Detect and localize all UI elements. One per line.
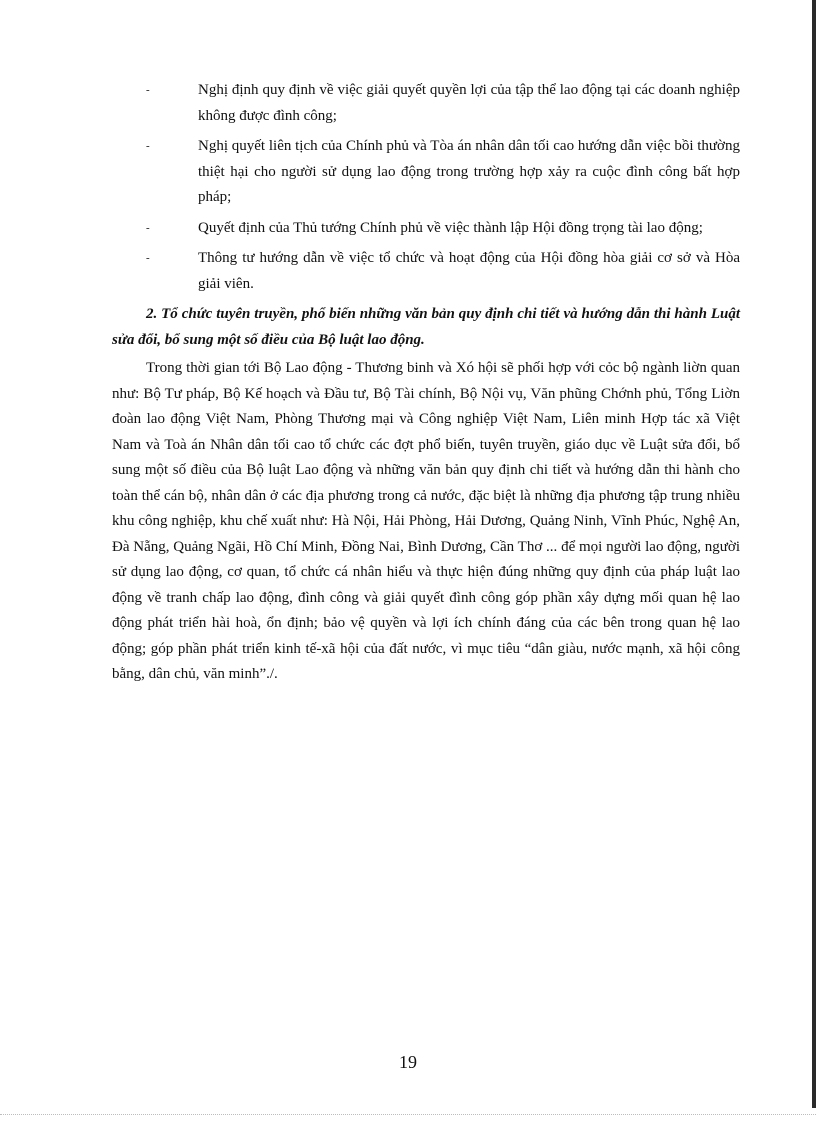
list-item — [112, 134, 740, 211]
dash-bullet: - — [146, 252, 150, 264]
page-number: 19 — [399, 1052, 417, 1072]
list-item-text: Thông tư hướng dẫn về việc tổ chức và hoạt động của Hội đồng hòa giải cơ sở và Hòa giải viên. — [198, 250, 740, 292]
section-paragraph: Trong thời gian tới Bộ Lao động - Thương binh và Xó hội sẽ phối hợp với cỏc bộ ngành liờn quan như: Bộ Tư pháp, Bộ Kế hoạch và Đầu tư, Bộ Tài chính, Bộ Nội vụ, Văn phũng Chớnh phủ, Tổng Liờn đoàn lao động Việt Nam, Phòng Thương mại và Công nghiệp Việt Nam, Liên minh Hợp tác xã Việt Nam và Toà án Nhân dân tối cao tổ chức các đợt phổ biến, tuyên truyền, giáo dục về Luật sửa đổi, bổ sung một số điều của Bộ luật Lao động và những văn bản quy định chi tiết và hướng dẫn thi hành cho toàn thể cán bộ, nhân dân ở các địa phương trong cả nước, đặc biệt là những địa phương tập trung nhiều khu công nghiệp, khu chế xuất như: Hà Nội, Hải Phòng, Hải Dương, Quảng Ninh, Vĩnh Phúc, Nghệ An, Đà Nẵng, Quảng Ngãi, Hồ Chí Minh, Đồng Nai, Bình Dương, Cần Thơ ... để mọi người lao động, người sử dụng lao động, cơ quan, tổ chức cá nhân hiểu và thực hiện đúng những quy định của pháp luật lao động về tranh chấp lao động, đình công và giải quyết đình công góp phần xây dựng mối quan hệ lao động phát triển hài hoà, ổn định; bảo vệ quyền và lợi ích chính đáng của các bên trong quan hệ lao động; góp phần phát triển kinh tế-xã hội của đất nước, vì mục tiêu “dân giàu, nước mạnh, xã hội công bằng, dân chủ, văn minh”./. — [112, 360, 740, 682]
list-item — [112, 246, 740, 297]
page-frame-bottom-border — [0, 1114, 816, 1115]
dash-bullet: - — [146, 140, 150, 152]
list-item-text: Nghị định quy định về việc giải quyết quyền lợi của tập thể lao động tại các doanh nghiệp không được đình công; — [198, 82, 740, 124]
list-item-text: Quyết định của Thủ tướng Chính phủ về việc thành lập Hội đồng trọng tài lao động; — [198, 219, 703, 236]
page-frame-right-border — [812, 0, 816, 1108]
decree-list — [112, 78, 740, 297]
list-item-text: Nghị quyết liên tịch của Chính phủ và Tòa án nhân dân tối cao hướng dẫn việc bồi thường thiệt hại cho người sử dụng lao động trong trường hợp xảy ra cuộc đình công bất hợp pháp; — [198, 138, 740, 205]
list-item — [112, 216, 740, 242]
dash-bullet: - — [146, 221, 150, 234]
section-heading: 2. Tổ chức tuyên truyền, phổ biến những văn bản quy định chi tiết và hướng dẫn thi hành Luật sửa đổi, bổ sung một số điều của Bộ luật lao động. — [112, 306, 740, 348]
list-item — [112, 78, 740, 129]
document-body — [112, 78, 740, 688]
dash-bullet: - — [146, 84, 150, 96]
